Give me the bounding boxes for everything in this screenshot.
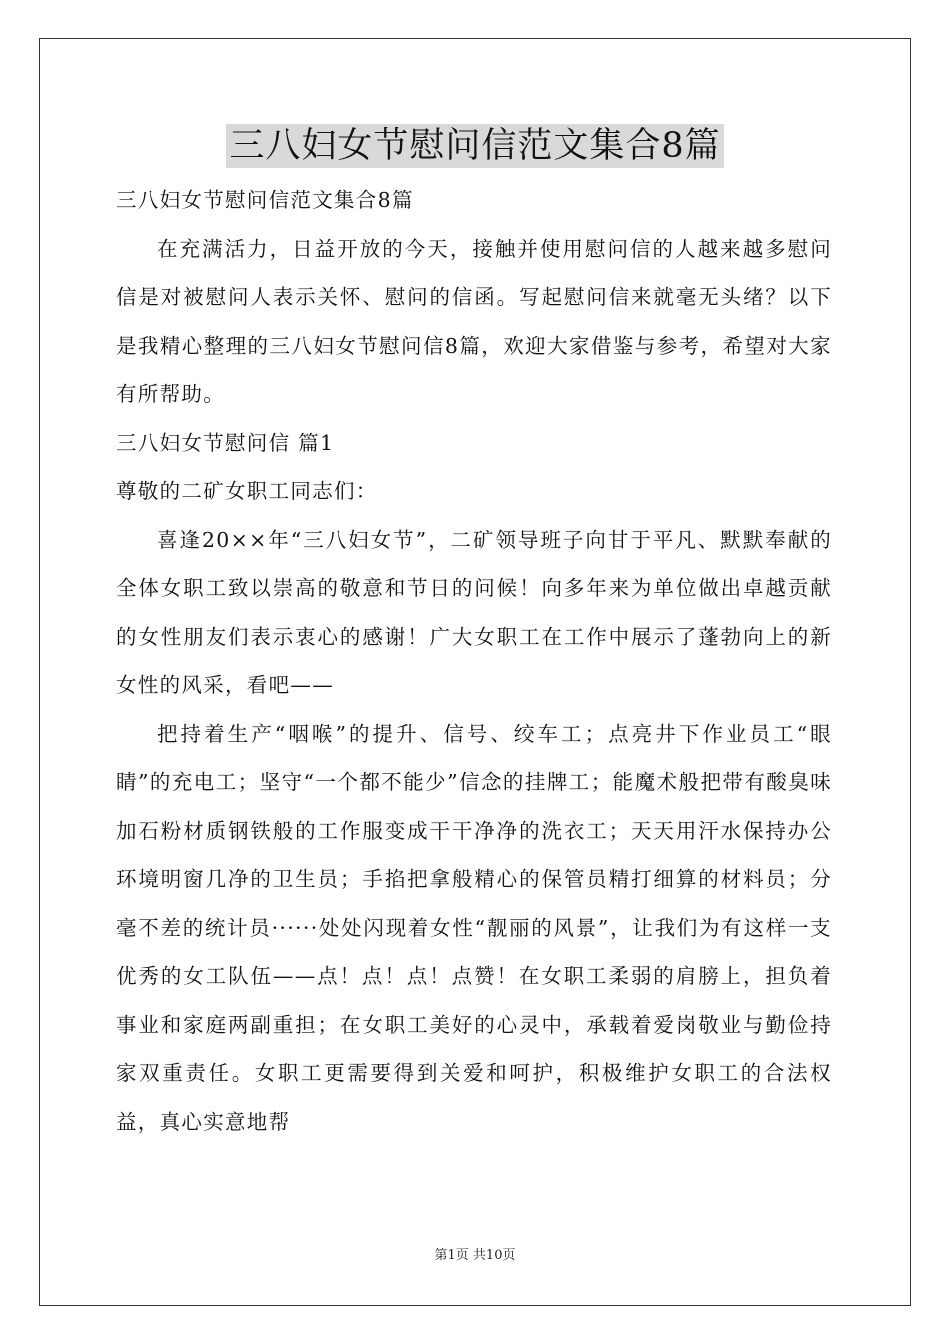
section-heading: 三八妇女节慰问信 篇1 (116, 430, 335, 455)
salutation: 尊敬的二矿女职工同志们： (116, 479, 378, 503)
document-title-text: 三八妇女节慰问信范文集合8篇 (226, 124, 723, 168)
page-footer: 第1页 共10页 (434, 1248, 516, 1263)
body-paragraph-1: 喜逢20××年“三八妇女节”，二矿领导班子向甘于平凡、默默奉献的全体女职工致以崇高的敬意和节日的问候！向多年来为单位做出卓越贡献的女性朋友们表示衷心的感谢！广大女职工在工作中展示了蓬勃向上的新女性的风采，看吧—— (116, 527, 832, 697)
document-title (0, 124, 950, 168)
body-paragraph-2: 把持着生产“咽喉”的提升、信号、绞车工；点亮井下作业员工“眼睛”的充电工；坚守“一个都不能少”信念的挂牌工；能魔术般把带有酸臭味加石粉材质钢铁般的工作服变成干干净净的洗衣工；天天用汗水保持办公环境明窗几净的卫生员；手掐把拿般精心的保管员精打细算的材料员；分毫不差的统计员······处处闪现着女性“靓丽的风景”，让我们为有这样一支优秀的女工队伍——点！点！点！点赞！在女职工柔弱的肩膀上，担负着事业和家庭两副重担；在女职工美好的心灵中，承载着爱岗敬业与勤俭持家双重责任。女职工更需要得到关爱和呵护，积极维护女职工的合法权益，真心实意地帮 (116, 721, 832, 1134)
subtitle-line: 三八妇女节慰问信范文集合8篇 (116, 188, 414, 212)
document-body (116, 176, 832, 1146)
intro-paragraph: 在充满活力，日益开放的今天，接触并使用慰问信的人越来越多慰问信是对被慰问人表示关怀、慰问的信函。写起慰问信来就毫无头绪？以下是我精心整理的三八妇女节慰问信8篇，欢迎大家借鉴与参考，希望对大家有所帮助。 (116, 236, 832, 406)
